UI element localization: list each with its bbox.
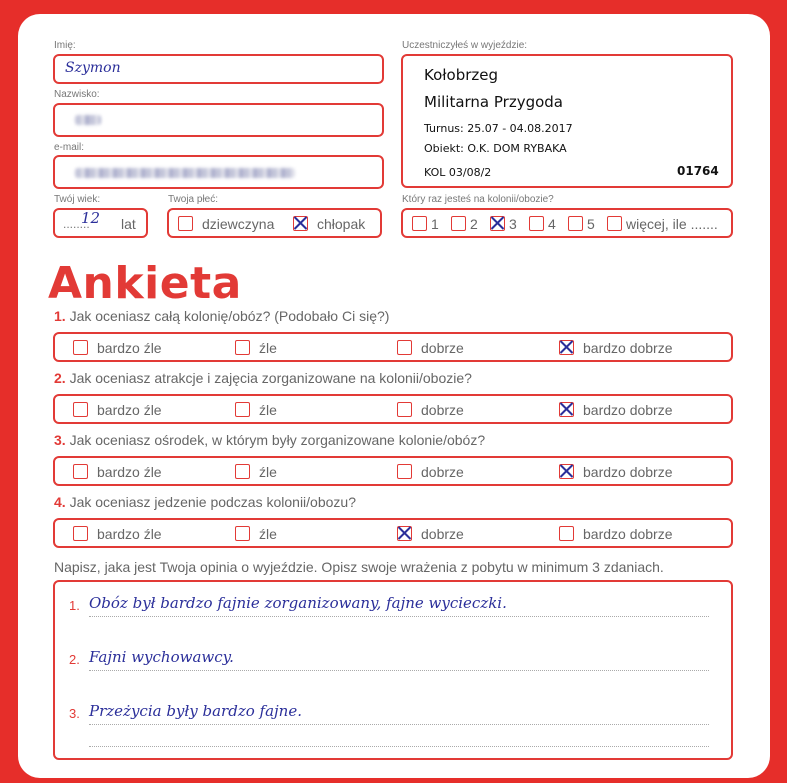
- gender-male-checkbox[interactable]: [293, 216, 308, 231]
- question-1-option-1-checkbox[interactable]: [73, 340, 88, 355]
- question-3-option-3-checkbox[interactable]: [397, 464, 412, 479]
- question-3-option-3-label: dobrze: [421, 464, 464, 480]
- opinion-box[interactable]: [53, 580, 733, 760]
- name-value: Szymon: [65, 60, 121, 76]
- survey-card: [18, 14, 770, 778]
- name-label: Imię:: [54, 40, 76, 51]
- question-1-options: [53, 332, 733, 362]
- question-4-option-2-checkbox[interactable]: [235, 526, 250, 541]
- question-1-option-2-checkbox[interactable]: [235, 340, 250, 355]
- gender-label: Twoja płeć:: [168, 194, 219, 205]
- gender-male-label: chłopak: [317, 216, 366, 232]
- trip-program: Militarna Przygoda: [424, 93, 563, 111]
- question-1-label: Jak oceniasz całą kolonię/obóz? (Podobało Ci się?): [69, 308, 390, 324]
- times-3-checkbox[interactable]: [490, 216, 505, 231]
- question-4-label: Jak oceniasz jedzenie podczas kolonii/obozu?: [69, 494, 356, 510]
- trip-obiekt: Obiekt: O.K. DOM RYBAKA: [424, 142, 567, 155]
- question-3-text: [54, 432, 485, 448]
- question-1-option-3-checkbox[interactable]: [397, 340, 412, 355]
- redacted-surname: [75, 115, 101, 125]
- question-2-text: [54, 370, 472, 386]
- question-1-number: 1.: [54, 308, 66, 324]
- age-field[interactable]: [53, 208, 148, 238]
- question-1-option-1-label: bardzo źle: [97, 340, 162, 356]
- opinion-line-1-text: Obóz był bardzo fajnie zorganizowany, fajne wycieczki.: [89, 594, 507, 612]
- question-4-options: [53, 518, 733, 548]
- question-3-option-4-label: bardzo dobrze: [583, 464, 673, 480]
- times-3-label: 3: [509, 216, 517, 232]
- times-5-checkbox[interactable]: [568, 216, 583, 231]
- question-2-option-2-checkbox[interactable]: [235, 402, 250, 417]
- question-2-option-3-label: dobrze: [421, 402, 464, 418]
- question-4-option-4-label: bardzo dobrze: [583, 526, 673, 542]
- age-value: 12: [81, 209, 101, 227]
- opinion-line-3-text: Przeżycia były bardzo fajne.: [89, 702, 302, 720]
- survey-title: Ankieta: [48, 258, 242, 309]
- opinion-prompt: Napisz, jaka jest Twoja opinia o wyjeździe. Opisz swoje wrażenia z pobytu w minimum 3 zdaniach.: [54, 559, 664, 575]
- times-field: [401, 208, 733, 238]
- surname-label: Nazwisko:: [54, 89, 100, 100]
- times-4-checkbox[interactable]: [529, 216, 544, 231]
- times-more-checkbox[interactable]: [607, 216, 622, 231]
- gender-female-checkbox[interactable]: [178, 216, 193, 231]
- question-3-option-1-checkbox[interactable]: [73, 464, 88, 479]
- question-4-text: [54, 494, 356, 510]
- age-unit: lat: [121, 216, 136, 232]
- opinion-line-2-text: Fajni wychowawcy.: [89, 648, 234, 666]
- question-1-option-4-checkbox[interactable]: [559, 340, 574, 355]
- opinion-line-3-number: 3.: [69, 706, 80, 721]
- redacted-email: [75, 168, 295, 178]
- question-4-option-1-label: bardzo źle: [97, 526, 162, 542]
- question-4-option-3-checkbox[interactable]: [397, 526, 412, 541]
- question-4-number: 4.: [54, 494, 66, 510]
- opinion-line-3-rule: [89, 724, 709, 725]
- question-2-option-4-checkbox[interactable]: [559, 402, 574, 417]
- times-1-label: 1: [431, 216, 439, 232]
- question-3-option-2-checkbox[interactable]: [235, 464, 250, 479]
- times-2-label: 2: [470, 216, 478, 232]
- question-1-option-3-label: dobrze: [421, 340, 464, 356]
- question-3-label: Jak oceniasz ośrodek, w którym były zorganizowane kolonie/obóz?: [69, 432, 486, 448]
- question-3-options: [53, 456, 733, 486]
- times-2-checkbox[interactable]: [451, 216, 466, 231]
- opinion-line-2-number: 2.: [69, 652, 80, 667]
- question-2-option-4-label: bardzo dobrze: [583, 402, 673, 418]
- opinion-line-4-rule: [89, 746, 709, 747]
- question-1-option-4-label: bardzo dobrze: [583, 340, 673, 356]
- gender-female-label: dziewczyna: [202, 216, 275, 232]
- question-3-number: 3.: [54, 432, 66, 448]
- question-1-text: [54, 308, 389, 324]
- question-2-option-1-label: bardzo źle: [97, 402, 162, 418]
- question-4-option-2-label: źle: [259, 526, 277, 542]
- question-2-option-1-checkbox[interactable]: [73, 402, 88, 417]
- times-1-checkbox[interactable]: [412, 216, 427, 231]
- question-2-option-2-label: źle: [259, 402, 277, 418]
- surname-field[interactable]: [53, 103, 384, 137]
- opinion-line-1-rule: [89, 616, 709, 617]
- trip-number: 01764: [677, 164, 719, 178]
- email-label: e-mail:: [54, 142, 85, 153]
- age-label: Twój wiek:: [54, 194, 101, 205]
- question-1-option-2-label: źle: [259, 340, 277, 356]
- question-2-option-3-checkbox[interactable]: [397, 402, 412, 417]
- question-4-option-3-label: dobrze: [421, 526, 464, 542]
- question-2-label: Jak oceniasz atrakcje i zajęcia zorganizowane na kolonii/obozie?: [69, 370, 472, 386]
- times-5-label: 5: [587, 216, 595, 232]
- trip-label: Uczestniczyłeś w wyjeździe:: [402, 40, 528, 51]
- question-3-option-4-checkbox[interactable]: [559, 464, 574, 479]
- times-label: Który raz jesteś na kolonii/obozie?: [402, 194, 554, 205]
- age-dots: ........: [63, 217, 90, 231]
- opinion-line-1-number: 1.: [69, 598, 80, 613]
- name-field[interactable]: [53, 54, 384, 84]
- times-more-label: więcej, ile .......: [626, 216, 718, 232]
- gender-field: [167, 208, 382, 238]
- question-3-option-2-label: źle: [259, 464, 277, 480]
- trip-turnus: Turnus: 25.07 - 04.08.2017: [424, 122, 573, 135]
- times-4-label: 4: [548, 216, 556, 232]
- trip-city: Kołobrzeg: [424, 66, 499, 84]
- trip-code: KOL 03/08/2: [424, 166, 492, 179]
- trip-info-box: [401, 54, 733, 188]
- question-2-options: [53, 394, 733, 424]
- question-3-option-1-label: bardzo źle: [97, 464, 162, 480]
- question-2-number: 2.: [54, 370, 66, 386]
- email-field[interactable]: [53, 155, 384, 189]
- question-4-option-4-checkbox[interactable]: [559, 526, 574, 541]
- opinion-line-2-rule: [89, 670, 709, 671]
- question-4-option-1-checkbox[interactable]: [73, 526, 88, 541]
